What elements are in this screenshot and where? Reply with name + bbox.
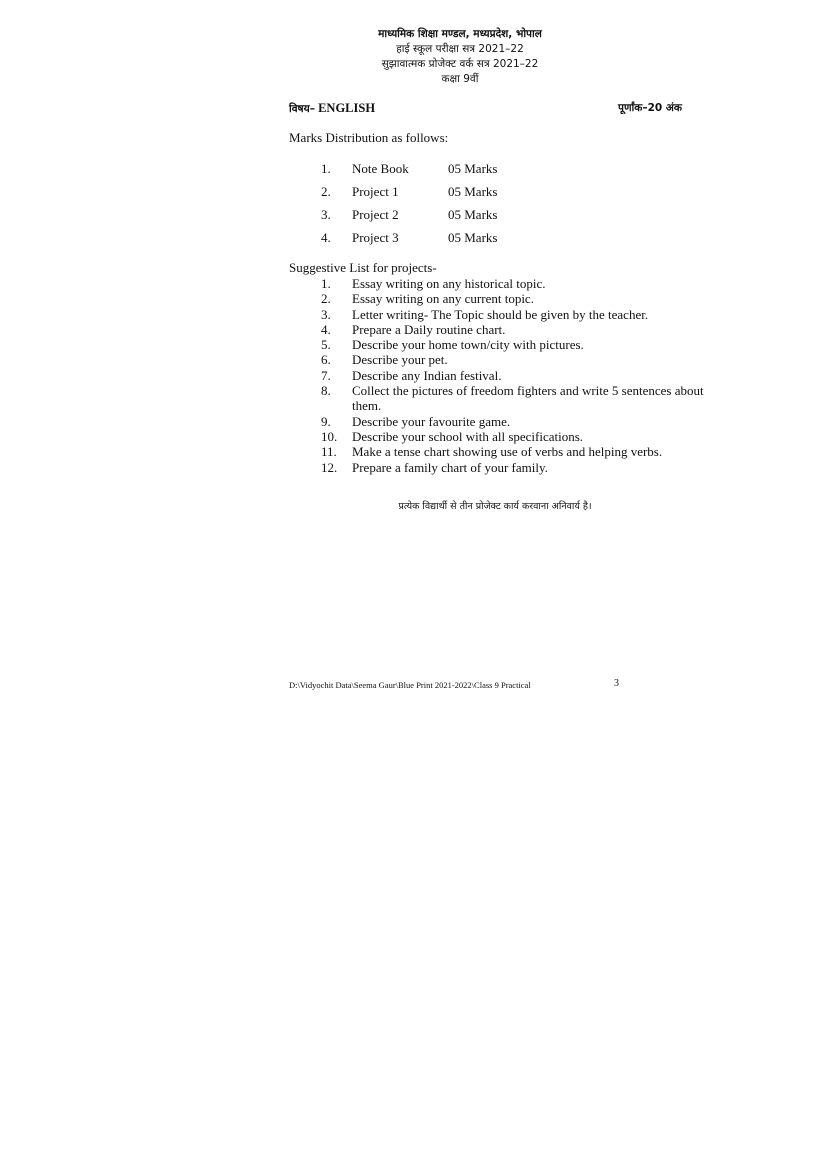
list-item-text: Describe your favourite game. xyxy=(352,413,511,429)
list-item-number: 6. xyxy=(321,352,331,368)
list-item-number: 7. xyxy=(321,367,331,383)
project-session: सुझावात्मक प्रोजेक्ट वर्क सत्र 2021–22 xyxy=(381,58,539,70)
list-item xyxy=(321,444,721,459)
marks-row-item: Project 3 xyxy=(352,230,399,245)
list-item xyxy=(321,276,721,291)
list-item-number: 1. xyxy=(321,276,331,291)
list-item-text: Describe your home town/city with pictures. xyxy=(352,337,584,353)
list-item xyxy=(321,460,721,475)
list-item-number: 2. xyxy=(321,291,331,307)
projects-list xyxy=(321,276,721,475)
document-header xyxy=(300,27,620,87)
class-label: कक्षा 9वीं xyxy=(441,73,479,85)
list-item-text: Prepare a Daily routine chart. xyxy=(352,321,506,337)
marks-row-value: 05 Marks xyxy=(448,161,498,176)
footer-file-path: D:\Vidyochit Data\Seema Gaur\Blue Print 2021-2022\Class 9 Practical xyxy=(289,680,531,690)
marks-row-number: 4. xyxy=(321,230,331,245)
subject-line xyxy=(289,101,375,116)
subject-name: ENGLISH xyxy=(318,101,376,115)
list-item-text: Essay writing on any historical topic. xyxy=(352,276,546,291)
list-item xyxy=(321,322,721,337)
subject-prefix: विषय– xyxy=(289,103,315,115)
list-item xyxy=(321,414,721,429)
list-item-text: Describe your pet. xyxy=(352,352,448,368)
list-item-number: 10. xyxy=(321,428,338,444)
marks-row-item: Project 2 xyxy=(352,207,399,222)
list-item xyxy=(321,352,721,367)
board-name: माध्यमिक शिक्षा मण्डल, मध्यप्रदेश, भोपाल xyxy=(378,28,542,40)
marks-row-number: 3. xyxy=(321,207,331,222)
list-item xyxy=(321,383,721,414)
page-number: 3 xyxy=(614,678,619,689)
list-item-text: Make a tense chart showing use of verbs and helping verbs. xyxy=(352,444,663,460)
list-item-text: Describe your school with all specifications. xyxy=(352,428,584,444)
list-item-number: 3. xyxy=(321,306,331,322)
list-item-number: 11. xyxy=(321,444,337,460)
exam-session: हाई स्कूल परीक्षा सत्र 2021–22 xyxy=(396,43,524,55)
list-item xyxy=(321,337,721,352)
list-item xyxy=(321,368,721,383)
list-item-number: 5. xyxy=(321,337,331,353)
list-item-text: Describe any Indian festival. xyxy=(352,367,502,383)
marks-row-item: Note Book xyxy=(352,161,409,176)
list-item-text: Prepare a family chart of your family. xyxy=(352,459,548,475)
list-item-number: 8. xyxy=(321,383,331,399)
marks-row-value: 05 Marks xyxy=(448,230,498,245)
marks-row-value: 05 Marks xyxy=(448,207,498,222)
list-item xyxy=(321,291,721,306)
marks-row-item: Project 1 xyxy=(352,184,399,199)
list-item-number: 9. xyxy=(321,413,331,429)
list-item-number: 4. xyxy=(321,321,331,337)
marks-row-number: 2. xyxy=(321,184,331,199)
list-item xyxy=(321,429,721,444)
marks-intro: Marks Distribution as follows: xyxy=(289,130,449,145)
list-item-text: Essay writing on any current topic. xyxy=(352,291,534,307)
marks-row-value: 05 Marks xyxy=(448,184,498,199)
list-item xyxy=(321,307,721,322)
list-item-text: Collect the pictures of freedom fighters and write 5 sentences about them. xyxy=(352,383,704,414)
marks-row-number: 1. xyxy=(321,161,331,176)
full-marks: पूर्णांक–20 अंक xyxy=(618,102,682,114)
list-item-text: Letter writing- The Topic should be given by the teacher. xyxy=(352,306,649,322)
list-item-number: 12. xyxy=(321,459,338,475)
mandatory-note: प्रत्येक विद्यार्थी से तीन प्रोजेक्ट कार्य करवाना अनिवार्य है। xyxy=(398,501,592,512)
projects-title: Suggestive List for projects- xyxy=(289,260,437,275)
